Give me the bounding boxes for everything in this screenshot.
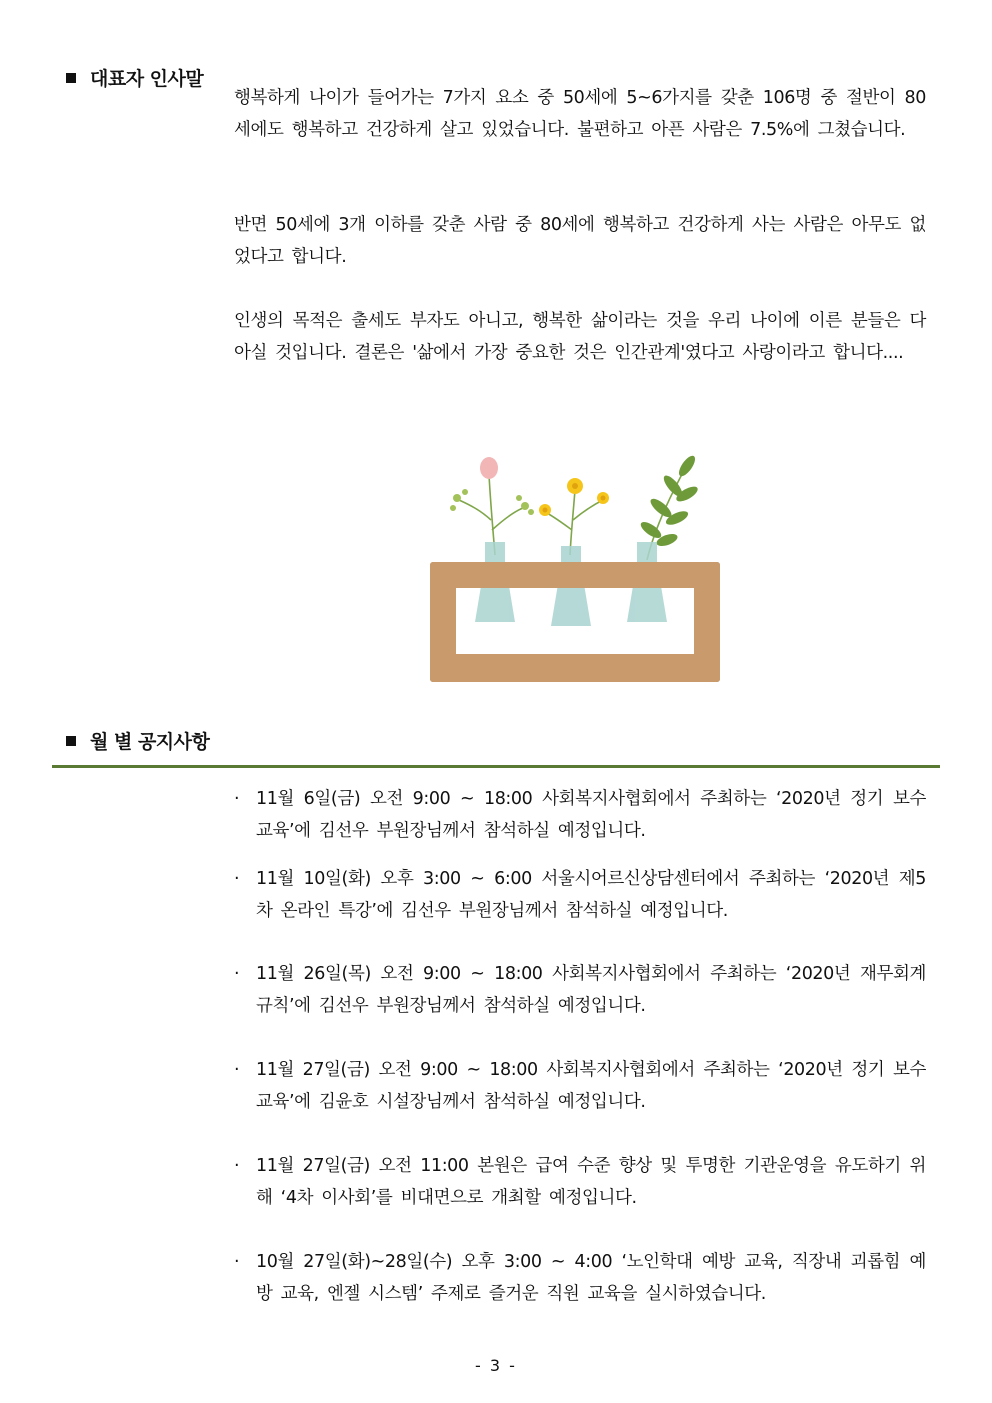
notice-item xyxy=(234,863,926,927)
greeting-title: 대표자 인사말 xyxy=(90,68,204,90)
greeting-paragraph-3: 인생의 목적은 출세도 부자도 아니고, 행복한 삶이라는 것을 우리 나이에 이른 분들은 다 아실 것입니다. 결론은 '삶에서 가장 중요한 것은 인간관계'였다고 사랑이라고 합니다.... xyxy=(234,311,926,363)
notice-text: 10월 27일(화)~28일(수) 오후 3:00 ~ 4:00 ‘노인학대 예방 교육, 직장내 괴롭힘 예방 교육, 엔젤 시스템’ 주제로 즐거운 직원 교육을 실시하였습니다. xyxy=(256,1252,926,1304)
bullet-dot: · xyxy=(234,1252,240,1272)
notice-text: 11월 27일(금) 오전 11:00 본원은 급여 수준 향상 및 투명한 기관운영을 유도하기 위해 ‘4차 이사회’를 비대면으로 개최할 예정입니다. xyxy=(256,1156,926,1208)
notice-item xyxy=(234,1054,926,1118)
bullet-dot: · xyxy=(234,964,240,984)
flower-vases-illustration xyxy=(425,450,730,690)
greeting-heading xyxy=(66,64,203,91)
notice-item xyxy=(234,783,926,847)
page-number: - 3 - xyxy=(475,1356,517,1375)
bullet-dot: · xyxy=(234,789,240,809)
square-bullet-icon xyxy=(66,736,76,746)
notice-text: 11월 6일(금) 오전 9:00 ~ 18:00 사회복지사협회에서 주최하는 ‘2020년 정기 보수교육’에 김선우 부원장님께서 참석하실 예정입니다. xyxy=(256,789,926,841)
greeting-paragraph-1: 행복하게 나이가 들어가는 7가지 요소 중 50세에 5~6가지를 갖춘 106명 중 절반이 80세에도 행복하고 건강하게 살고 있었습니다. 불편하고 아픈 사람은 7.5%에 그쳤습니다. xyxy=(234,88,926,140)
bullet-dot: · xyxy=(234,1060,240,1080)
notice-text: 11월 27일(금) 오전 9:00 ~ 18:00 사회복지사협회에서 주최하는 ‘2020년 정기 보수교육’에 김윤호 시설장님께서 참석하실 예정입니다. xyxy=(256,1060,926,1112)
notice-item xyxy=(234,1150,926,1214)
greeting-paragraph-2: 반면 50세에 3개 이하를 갖춘 사람 중 80세에 행복하고 건강하게 사는 사람은 아무도 없었다고 합니다. xyxy=(234,215,926,267)
bullet-dot: · xyxy=(234,1156,240,1176)
notices-heading xyxy=(66,727,209,754)
notice-text: 11월 26일(목) 오전 9:00 ~ 18:00 사회복지사협회에서 주최하는 ‘2020년 재무회계 규칙’에 김선우 부원장님께서 참석하실 예정입니다. xyxy=(256,964,926,1016)
notice-item xyxy=(234,958,926,1022)
notices-title: 월 별 공지사항 xyxy=(90,731,210,753)
notice-item xyxy=(234,1246,926,1310)
bullet-dot: · xyxy=(234,869,240,889)
section-divider xyxy=(52,765,940,768)
notice-text: 11월 10일(화) 오후 3:00 ~ 6:00 서울시어르신상담센터에서 주최하는 ‘2020년 제5차 온라인 특강’에 김선우 부원장님께서 참석하실 예정입니다. xyxy=(256,869,926,921)
square-bullet-icon xyxy=(66,73,76,83)
